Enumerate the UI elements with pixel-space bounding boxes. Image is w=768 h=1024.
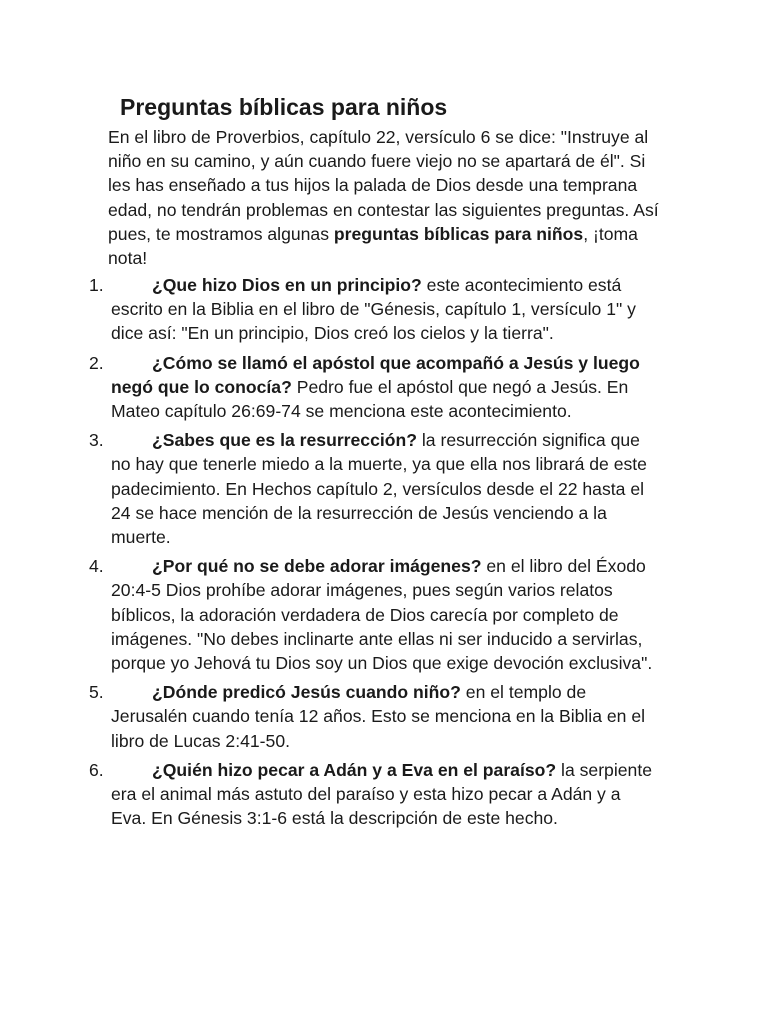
question-number: 2. (89, 352, 104, 373)
question-list (0, 273, 768, 835)
question-body (111, 554, 655, 675)
question-number: 4. (89, 556, 104, 577)
question-text: ¿Quién hizo pecar a Adán y a Eva en el paraíso? (152, 759, 557, 780)
question-number: 5. (89, 682, 104, 703)
question-text: ¿Cómo se llamó el apóstol que acompañó a Jesús y luego negó que lo conocía? (111, 352, 640, 397)
intro-bold-text: preguntas bíblicas para niños (333, 223, 584, 244)
question-body (111, 758, 655, 831)
question-text: ¿Dónde predicó Jesús cuando niño? (152, 682, 461, 703)
answer-text: en el templo de Jerusalén cuando tenía 12 años. Esto se menciona en la Biblia en el libro de Lucas 2:41-50. (111, 682, 646, 751)
question-text: ¿Sabes que es la resurrección? (152, 430, 417, 451)
question-item-5 (0, 680, 655, 753)
intro-paragraph (108, 125, 668, 270)
answer-text: la resurrección significa que no hay que tenerle miedo a la muerte, ya que ella nos librará de este padecimiento. En Hechos capítulo 2, versículos desde el 22 hasta el 24 se hace mención de la resurrección de Jesús venciendo a la muerte. (111, 430, 647, 548)
question-number: 1. (89, 275, 104, 295)
question-body (111, 273, 655, 346)
answer-text: este acontecimiento está escrito en la Biblia en el libro de "Génesis, capítulo 1, versículo 1" y dice así: "En un principio, Dios creó los cielos y la tierra". (111, 275, 636, 344)
question-item-3 (0, 428, 655, 549)
page-title: Preguntas bíblicas para niños (120, 94, 448, 120)
question-item-1 (0, 273, 655, 346)
question-body (111, 680, 655, 753)
question-body (111, 351, 655, 424)
question-number: 3. (89, 430, 104, 451)
answer-text: la serpiente era el animal más astuto del paraíso y esta hizo pecar a Adán y a Eva. En Génesis 3:1-6 está la descripción de este hecho. (111, 759, 652, 829)
intro-text-end: , ¡toma nota! (108, 223, 638, 269)
question-body (111, 428, 655, 549)
question-item-6 (0, 758, 655, 831)
question-number: 6. (89, 759, 104, 780)
intro-text: En el libro de Proverbios, capítulo 22, versículo 6 se dice: "Instruye al niño en su camino, y aún cuando fuere viejo no se apartará de él". Si les has enseñado a tus hijos la palada de Dios desde una temprana edad, no tendrán problemas en contestar las siguientes preguntas. Así pues, te mostramos algunas (108, 127, 659, 244)
question-item-2 (0, 351, 655, 424)
question-text: ¿Por qué no se debe adorar imágenes? (152, 556, 482, 577)
answer-text: Pedro fue el apóstol que negó a Jesús. En Mateo capítulo 26:69-74 se menciona este acontecimiento. (111, 376, 629, 422)
question-item-4 (0, 554, 655, 675)
question-text: ¿Que hizo Dios en un principio? (152, 275, 422, 295)
answer-text: en el libro del Éxodo 20:4-5 Dios prohíbe adorar imágenes, pues según varios relatos bíblicos, la adoración verdadera de Dios carecía por completo de imágenes. "No debes inclinarte ante ellas ni ser inducido a servirlas, porque yo Jehová tu Dios soy un Dios que exige devoción exclusiva". (111, 556, 653, 674)
